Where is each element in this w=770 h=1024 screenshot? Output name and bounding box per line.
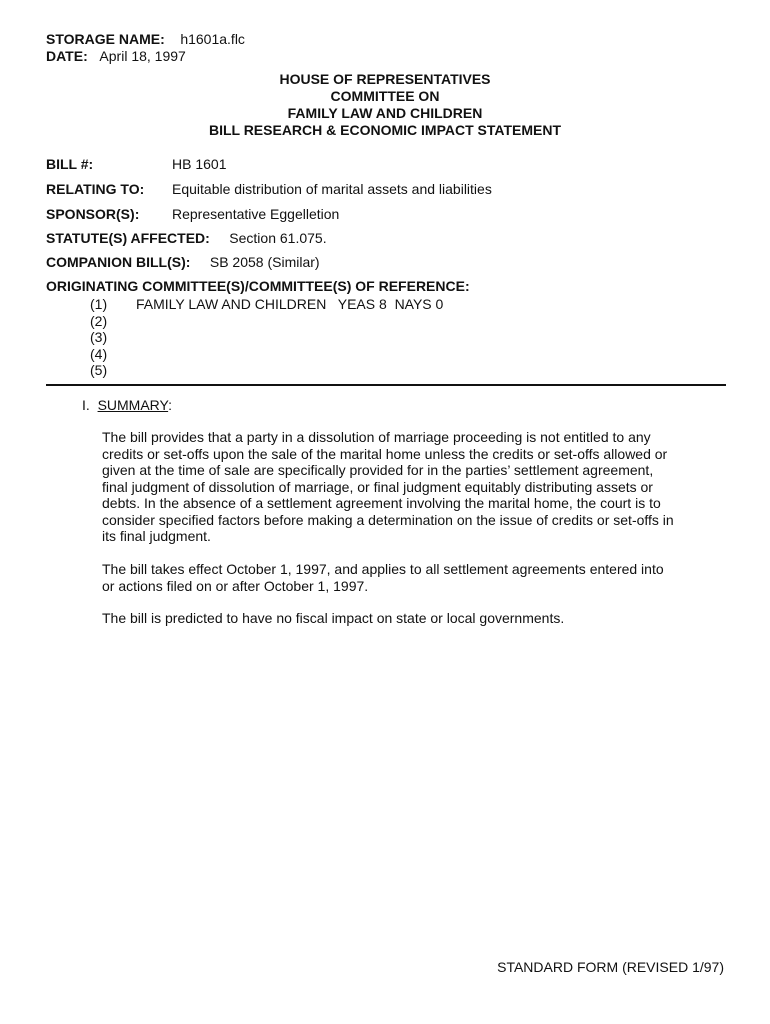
companion-label: COMPANION BILL(S) (46, 254, 186, 270)
summary-numeral: I. (82, 397, 90, 413)
summary-paragraph-3: The bill is predicted to have no fiscal impact on state or local governments. (102, 610, 565, 626)
committee-list (90, 296, 443, 379)
summary-heading: I. SUMMARY: (82, 397, 172, 413)
summary-paragraph-1: The bill provides that a party in a dissolution of marriage proceeding is not entitled to any credits or set-offs upon the sale of the marital home unless the credits or set-offs allowed or given at the time of sale are specifically provided for in the parties’ settlement agreement, final judgment of dissolution of marriage, or final judgment equitably distributing assets or debts. In the absence of a settlement agreement involving the marital home, the court is to consider specified factors before making a determination on the issue of credits or set-offs in its final judgment. (102, 429, 674, 544)
form-footer: STANDARD FORM (REVISED 1/97) (497, 959, 724, 975)
date-label: DATE (46, 48, 84, 64)
storage-name-row: STORAGE NAME: h1601a.flc (46, 31, 245, 47)
list-item: (3) (90, 329, 108, 345)
companion-row: COMPANION BILL(S): SB 2058 (Similar) (46, 254, 320, 270)
section-divider (46, 384, 726, 386)
companion-value: SB 2058 (Similar) (209, 254, 320, 270)
bill-number-row: BILL #: (46, 156, 94, 172)
bill-number-label: BILL # (46, 156, 89, 172)
date-value: April 18, 1997 (99, 48, 186, 64)
relating-to-value: Equitable distribution of marital assets and liabilities (172, 181, 492, 197)
relating-to-label: RELATING TO (46, 181, 140, 197)
list-item: (5) (90, 362, 108, 378)
bill-number-value: HB 1601 (172, 156, 227, 172)
sponsor-row: SPONSOR(S): (46, 206, 140, 222)
sponsor-value: Representative Eggelletion (172, 206, 340, 222)
storage-name-value: h1601a.flc (180, 31, 245, 47)
date-row: DATE: April 18, 1997 (46, 48, 186, 64)
summary-title: SUMMARY (97, 397, 169, 413)
list-item: (2) (90, 312, 108, 329)
summary-paragraph-2: The bill takes effect October 1, 1997, and applies to all settlement agreements entered into or actions filed on or after October 1, 1997. (102, 561, 664, 594)
list-item: (1) FAMILY LAW AND CHILDREN YEAS 8 NAYS 0 (90, 296, 444, 312)
storage-name-label: STORAGE NAME (46, 31, 161, 47)
title-line-4: BILL RESEARCH & ECONOMIC IMPACT STATEMENT (208, 122, 562, 138)
statute-label: STATUTE(S) AFFECTED (46, 230, 206, 246)
committees-label: ORIGINATING COMMITTEE(S)/COMMITTEE(S) OF REFERENCE (46, 278, 465, 294)
title-line-2: COMMITTEE ON (330, 88, 440, 104)
committees-heading: ORIGINATING COMMITTEE(S)/COMMITTEE(S) OF REFERENCE: (46, 278, 470, 294)
sponsor-label: SPONSOR(S) (46, 206, 135, 222)
relating-to-row: RELATING TO: (46, 181, 145, 197)
statute-value: Section 61.075. (229, 230, 327, 246)
document-title (0, 71, 770, 139)
title-line-3: FAMILY LAW AND CHILDREN (287, 105, 483, 121)
title-line-1: HOUSE OF REPRESENTATIVES (279, 71, 491, 87)
list-item: (4) (90, 345, 108, 362)
statute-row: STATUTE(S) AFFECTED: Section 61.075. (46, 230, 327, 246)
